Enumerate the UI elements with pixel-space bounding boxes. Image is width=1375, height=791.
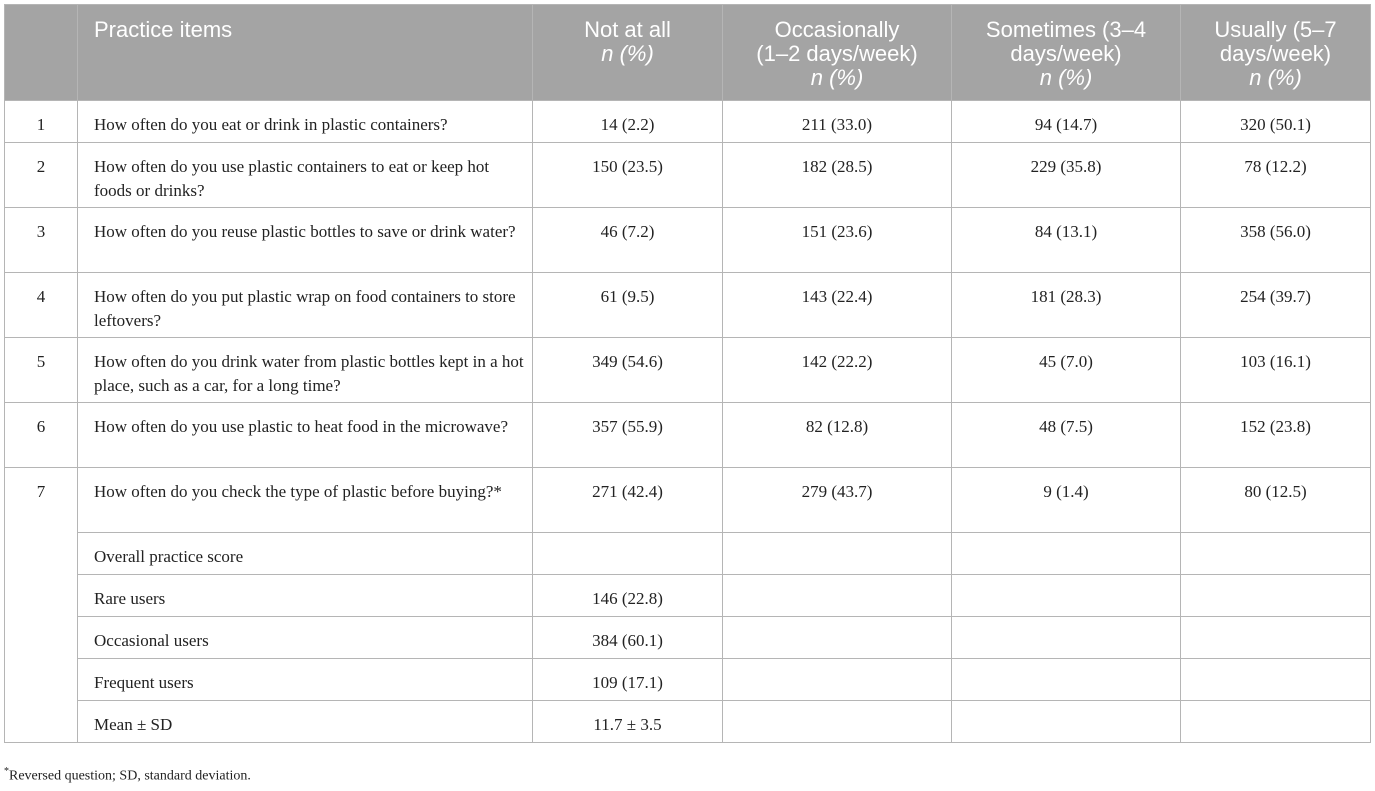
summary-label: Mean ± SD — [78, 701, 533, 743]
occasionally-value: 151 (23.6) — [723, 208, 952, 273]
row-number: 1 — [5, 101, 78, 143]
sometimes-value: 45 (7.0) — [952, 338, 1181, 403]
empty-cell — [952, 533, 1181, 575]
header-not-at-all-line2: n (%) — [601, 41, 654, 66]
usually-value: 78 (12.2) — [1181, 143, 1371, 208]
empty-cell — [723, 617, 952, 659]
header-not-at-all — [533, 5, 723, 101]
practice-item: How often do you drink water from plastic bottles kept in a hot place, such as a car, for a long time? — [78, 338, 533, 403]
header-occasionally-line1: Occasionally — [774, 17, 900, 42]
occasionally-value: 182 (28.5) — [723, 143, 952, 208]
sometimes-value: 181 (28.3) — [952, 273, 1181, 338]
table-row — [5, 101, 1371, 143]
row-number: 6 — [5, 403, 78, 468]
sometimes-value: 9 (1.4) — [952, 468, 1181, 533]
practice-item: How often do you eat or drink in plastic containers? — [78, 101, 533, 143]
row-number: 2 — [5, 143, 78, 208]
usually-value: 254 (39.7) — [1181, 273, 1371, 338]
footnote-marker: * — [4, 766, 9, 777]
not-at-all-value: 14 (2.2) — [533, 101, 723, 143]
usually-value: 358 (56.0) — [1181, 208, 1371, 273]
header-number — [5, 5, 78, 101]
empty-cell — [952, 575, 1181, 617]
header-practice-items: Practice items — [78, 5, 533, 101]
not-at-all-value: 61 (9.5) — [533, 273, 723, 338]
row-number: 4 — [5, 273, 78, 338]
usually-value: 80 (12.5) — [1181, 468, 1371, 533]
summary-value — [533, 533, 723, 575]
summary-row — [5, 617, 1371, 659]
occasionally-value: 211 (33.0) — [723, 101, 952, 143]
table-row — [5, 468, 1371, 533]
empty-cell — [1181, 617, 1371, 659]
empty-cell — [1181, 701, 1371, 743]
practice-table — [4, 4, 1371, 743]
empty-cell — [723, 659, 952, 701]
row-number: 5 — [5, 338, 78, 403]
sometimes-value: 48 (7.5) — [952, 403, 1181, 468]
summary-label: Overall practice score — [78, 533, 533, 575]
table-row — [5, 143, 1371, 208]
practice-item: How often do you reuse plastic bottles to save or drink water? — [78, 208, 533, 273]
summary-row — [5, 575, 1371, 617]
header-usually-line2: days/week) — [1219, 41, 1332, 66]
footnote-text: Reversed question; SD, standard deviation. — [9, 768, 251, 784]
usually-value: 320 (50.1) — [1181, 101, 1371, 143]
empty-cell — [952, 659, 1181, 701]
table-row — [5, 273, 1371, 338]
occasionally-value: 279 (43.7) — [723, 468, 952, 533]
header-not-at-all-line1: Not at all — [584, 17, 671, 42]
header-sometimes-line3: n (%) — [1039, 65, 1093, 90]
empty-cell — [723, 575, 952, 617]
sometimes-value: 229 (35.8) — [952, 143, 1181, 208]
not-at-all-value: 46 (7.2) — [533, 208, 723, 273]
usually-value: 103 (16.1) — [1181, 338, 1371, 403]
empty-cell — [1181, 533, 1371, 575]
summary-value: 146 (22.8) — [533, 575, 723, 617]
header-usually-line1: Usually (5–7 — [1214, 17, 1337, 42]
header-sometimes-line2: days/week) — [1010, 41, 1122, 66]
summary-row — [5, 701, 1371, 743]
header-usually-line3: n (%) — [1249, 65, 1302, 90]
empty-cell — [952, 701, 1181, 743]
empty-cell — [1181, 659, 1371, 701]
summary-label: Occasional users — [78, 617, 533, 659]
table-row — [5, 208, 1371, 273]
practice-item: How often do you use plastic to heat food in the microwave? — [78, 403, 533, 468]
sometimes-value: 94 (14.7) — [952, 101, 1181, 143]
occasionally-value: 143 (22.4) — [723, 273, 952, 338]
practice-item: How often do you use plastic containers to eat or keep hot foods or drinks? — [78, 143, 533, 208]
row-number: 7 — [5, 468, 78, 743]
practice-item: How often do you check the type of plastic before buying?* — [78, 468, 533, 533]
empty-cell — [1181, 575, 1371, 617]
summary-value: 109 (17.1) — [533, 659, 723, 701]
header-occasionally — [723, 5, 952, 101]
header-occasionally-line3: n (%) — [810, 65, 864, 90]
header-occasionally-line2: (1–2 days/week) — [756, 41, 918, 66]
header-usually — [1181, 5, 1371, 101]
header-sometimes-line1: Sometimes (3–4 — [985, 17, 1147, 42]
summary-row — [5, 659, 1371, 701]
usually-value: 152 (23.8) — [1181, 403, 1371, 468]
empty-cell — [723, 701, 952, 743]
not-at-all-value: 271 (42.4) — [533, 468, 723, 533]
table-row — [5, 403, 1371, 468]
occasionally-value: 142 (22.2) — [723, 338, 952, 403]
summary-value: 11.7 ± 3.5 — [533, 701, 723, 743]
empty-cell — [952, 617, 1181, 659]
empty-cell — [723, 533, 952, 575]
summary-label: Frequent users — [78, 659, 533, 701]
summary-value: 384 (60.1) — [533, 617, 723, 659]
header-sometimes — [952, 5, 1181, 101]
table-header-row — [5, 5, 1371, 101]
practice-item: How often do you put plastic wrap on food containers to store leftovers? — [78, 273, 533, 338]
not-at-all-value: 349 (54.6) — [533, 338, 723, 403]
table-footnote — [4, 766, 251, 785]
row-number: 3 — [5, 208, 78, 273]
not-at-all-value: 357 (55.9) — [533, 403, 723, 468]
summary-label: Rare users — [78, 575, 533, 617]
not-at-all-value: 150 (23.5) — [533, 143, 723, 208]
occasionally-value: 82 (12.8) — [723, 403, 952, 468]
sometimes-value: 84 (13.1) — [952, 208, 1181, 273]
table-row — [5, 338, 1371, 403]
summary-row — [5, 533, 1371, 575]
